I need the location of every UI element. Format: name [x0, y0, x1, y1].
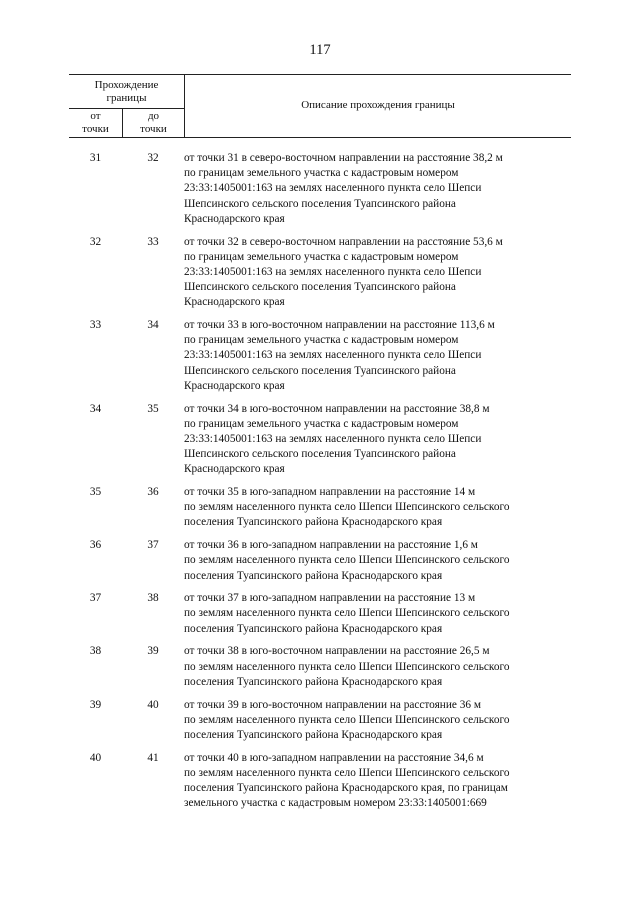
table-row [69, 151, 571, 227]
from-point-cell: 40 [89, 751, 102, 764]
table-header [69, 74, 571, 138]
table-row [69, 698, 571, 744]
from-point-cell: 37 [89, 592, 102, 605]
from-point-cell: 33 [89, 319, 102, 332]
table-row [69, 644, 571, 690]
from-point-cell: 34 [89, 402, 102, 415]
description-cell: от точки 36 в юго-западном направлении на расстояние 1,6 м по землям населенного пункта село Шепси Шепсинского сельского поселения Туапсинского района Краснодарского края [184, 539, 510, 582]
table-row [69, 538, 571, 584]
description-cell: от точки 33 в юго-восточном направлении на расстояние 113,6 м по границам земельного участка с кадастровым номером 23:33:1405001:163 на землях населенного пункта село Шепси Шепсинского сельского поселения Туапсинского района Краснодарского края [184, 319, 495, 392]
to-point-cell: 35 [147, 402, 159, 415]
to-point-cell: 39 [147, 645, 159, 658]
to-point-cell: 38 [147, 592, 159, 605]
description-cell: от точки 37 в юго-западном направлении на расстояние 13 м по землям населенного пункта село Шепси Шепсинского сельского поселения Туапсинского района Краснодарского края [184, 592, 510, 635]
table-body [69, 151, 571, 811]
table-row [69, 485, 571, 531]
description-cell: от точки 31 в северо-восточном направлении на расстояние 38,2 м по границам земельного участка с кадастровым номером 23:33:1405001:163 на землях населенного пункта село Шепси Шепсинского сельского поселения Туапсинского района Краснодарского края [184, 152, 503, 225]
from-point-cell: 35 [89, 486, 102, 499]
to-point-cell: 36 [147, 486, 159, 499]
from-point-cell: 31 [89, 152, 102, 164]
to-point-cell: 33 [147, 235, 159, 248]
header-boundary-passage: Прохождение границы [94, 79, 159, 104]
boundary-table [69, 74, 571, 811]
header-description: Описание прохождения границы [301, 99, 455, 111]
description-cell: от точки 40 в юго-западном направлении на расстояние 34,6 м по землям населенного пункта село Шепси Шепсинского сельского поселения Туапсинского района Краснодарского края, по границам земельного участка с кадастровым номером 23:33:1405001:669 [184, 751, 510, 810]
description-cell: от точки 39 в юго-восточном направлении на расстояние 36 м по землям населенного пункта село Шепси Шепсинского сельского поселения Туапсинского района Краснодарского края [184, 698, 510, 741]
from-point-cell: 32 [89, 235, 102, 248]
to-point-cell: 41 [147, 751, 159, 764]
table-row [69, 318, 571, 394]
table-row [69, 591, 571, 637]
to-point-cell: 40 [147, 698, 159, 711]
table-row [69, 402, 571, 478]
to-point-cell: 32 [147, 152, 159, 164]
to-point-cell: 37 [147, 539, 159, 552]
table-row [69, 235, 571, 311]
description-cell: от точки 38 в юго-восточном направлении на расстояние 26,5 м по землям населенного пункта село Шепси Шепсинского сельского поселения Туапсинского района Краснодарского края [184, 645, 510, 688]
page-number: 117 [309, 42, 331, 58]
table-row [69, 751, 571, 812]
to-point-cell: 34 [147, 319, 159, 332]
description-cell: от точки 35 в юго-западном направлении на расстояние 14 м по землям населенного пункта село Шепси Шепсинского сельского поселения Туапсинского района Краснодарского края [184, 486, 510, 529]
header-from-point: от точки [82, 110, 109, 135]
from-point-cell: 39 [89, 698, 102, 711]
from-point-cell: 36 [89, 539, 102, 552]
header-to-point: до точки [140, 110, 167, 135]
description-cell: от точки 32 в северо-восточном направлении на расстояние 53,6 м по границам земельного участка с кадастровым номером 23:33:1405001:163 на землях населенного пункта село Шепси Шепсинского сельского поселения Туапсинского района Краснодарского края [184, 235, 503, 309]
from-point-cell: 38 [89, 645, 102, 658]
header-divider [69, 108, 184, 109]
description-cell: от точки 34 в юго-восточном направлении на расстояние 38,8 м по границам земельного участка с кадастровым номером 23:33:1405001:163 на землях населенного пункта село Шепси Шепсинского сельского поселения Туапсинского района Краснодарского края [184, 402, 490, 476]
